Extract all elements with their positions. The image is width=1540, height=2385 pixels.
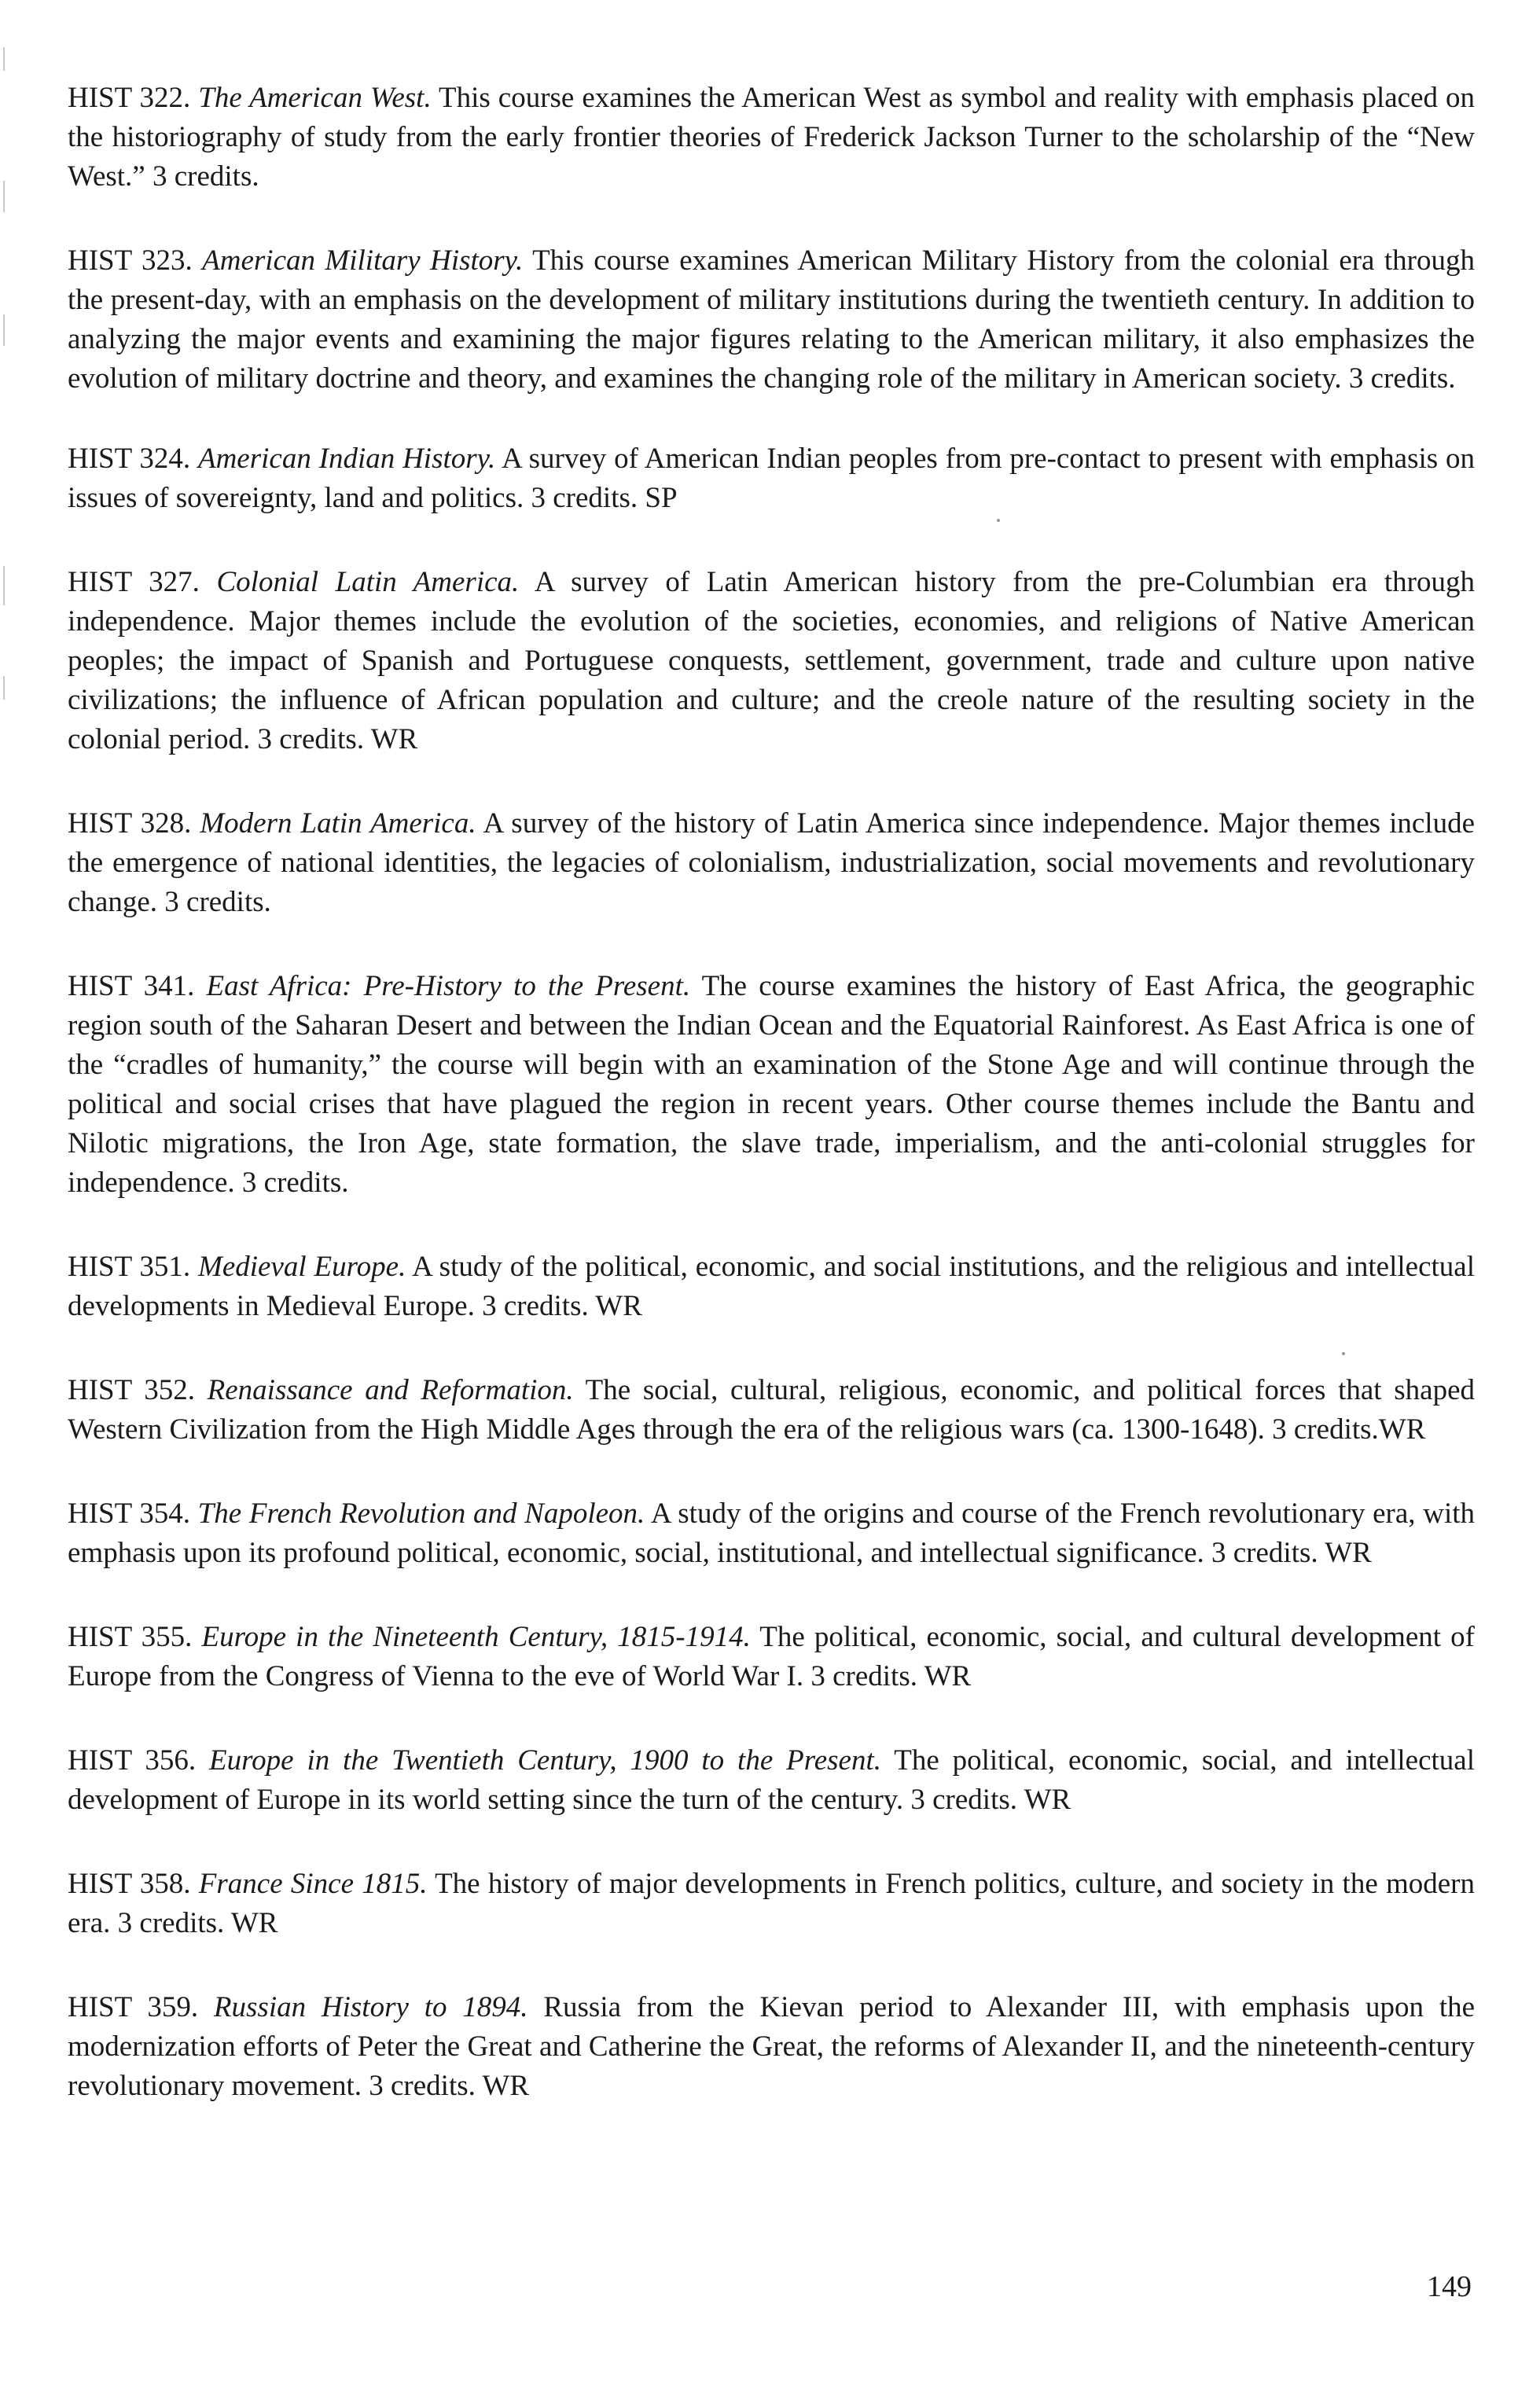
course-entry-hist-327: [68, 563, 1475, 759]
course-description: The political, economic, social, and cultural development of Europe from the Congress of Vienna to the eve of World War I. 3 credits. WR: [68, 1621, 1475, 1692]
course-title: France Since 1815.: [198, 1868, 428, 1900]
course-title: The French Revolution and Napoleon.: [197, 1498, 645, 1530]
course-code: HIST 356.: [68, 1744, 197, 1777]
course-entry-hist-358: [68, 1865, 1475, 1943]
course-code: HIST 351.: [68, 1251, 191, 1283]
course-description: Russia from the Kievan period to Alexander III, with emphasis upon the modernization efforts of Peter the Great and Catherine the Great, the reforms of Alexander II, and the nineteenth-century revolutionary movement. 3 credits. WR: [68, 1991, 1476, 2102]
course-description: This course examines American Military History from the colonial era through the present-day, with an emphasis on the development of military institutions during the twentieth century. In addition to analyzing the major events and examining the major figures relating to the American military, it also emphasizes the evolution of military doctrine and theory, and examines the changing role of the military in American society. 3 credits.: [68, 244, 1475, 395]
course-code: HIST 352.: [68, 1374, 195, 1406]
course-code: HIST 358.: [68, 1868, 191, 1900]
course-entry-hist-356: [68, 1741, 1475, 1820]
page-number: 149: [1427, 2270, 1472, 2303]
course-title: Russian History to 1894.: [213, 1991, 528, 2023]
course-code: HIST 359.: [68, 1991, 199, 2023]
course-title: The American West.: [198, 82, 432, 114]
course-code: HIST 354.: [68, 1498, 190, 1530]
course-entry-hist-352: [68, 1371, 1475, 1450]
course-title: American Military History.: [202, 244, 524, 277]
course-entry-hist-324: [68, 439, 1475, 518]
course-description: The political, economic, social, and intellectual development of Europe in its world setting since the turn of the century. 3 credits. WR: [68, 1744, 1475, 1816]
course-entry-hist-354: [68, 1494, 1475, 1573]
course-description: A study of the origins and course of the French revolutionary era, with emphasis upon its profound political, economic, social, institutional, and intellectual significance. 3 credits. WR: [68, 1498, 1476, 1569]
binding-mark: [3, 566, 5, 605]
course-title: East Africa: Pre-History to the Present.: [206, 970, 691, 1002]
course-title: Modern Latin America.: [200, 807, 476, 840]
course-description: A survey of the history of Latin America since independence. Major themes include the emergence of national identities, the legacies of colonialism, industrialization, social movements and revolutionary change. 3 credits.: [68, 807, 1475, 918]
course-list: [68, 79, 1475, 2151]
course-title: Renaissance and Reformation.: [207, 1374, 574, 1406]
course-entry-hist-323: [68, 241, 1475, 399]
course-description: This course examines the American West as symbol and reality with emphasis placed on the historiography of study from the early frontier theories of Frederick Jackson Turner to the scholarship of the “New West.” 3 credits.: [68, 82, 1475, 193]
course-title: American Indian History.: [197, 443, 496, 475]
course-title: Europe in the Nineteenth Century, 1815-1914.: [201, 1621, 751, 1653]
course-description: The course examines the history of East Africa, the geographic region south of the Saharan Desert and between the Indian Ocean and the Equatorial Rainforest. As East Africa is one of the “cradles of humanity,” the course will begin with an examination of the Stone Age and will continue through the political and social crises that have plagued the region in recent years. Other course themes include the Bantu and Nilotic migrations, the Iron Age, state formation, the slave trade, imperialism, and the anti-colonial struggles for independence. 3 credits.: [68, 970, 1475, 1199]
course-entry-hist-328: [68, 804, 1475, 922]
course-code: HIST 355.: [68, 1621, 193, 1653]
course-entry-hist-322: [68, 79, 1475, 197]
course-description: The history of major developments in French politics, culture, and society in the modern era. 3 credits. WR: [68, 1868, 1476, 1939]
course-description: A survey of Latin American history from the pre-Columbian era through independence. Major themes include the evolution of the societies, economies, and religions of Native American peoples; the impact of Spanish and Portuguese conquests, settlement, government, trade and culture upon native civilizations; the influence of African population and culture; and the creole nature of the resulting society in the colonial period. 3 credits. WR: [68, 566, 1475, 755]
course-title: Colonial Latin America.: [216, 566, 520, 598]
course-code: HIST 341.: [68, 970, 195, 1002]
course-code: HIST 324.: [68, 443, 191, 475]
course-code: HIST 323.: [68, 244, 193, 277]
course-code: HIST 322.: [68, 82, 191, 114]
course-description: The social, cultural, religious, economic, and political forces that shaped Western Civilization from the High Middle Ages through the era of the religious wars (ca. 1300-1648). 3 credits.WR: [68, 1374, 1475, 1446]
course-entry-hist-359: [68, 1988, 1475, 2106]
course-entry-hist-351: [68, 1248, 1475, 1326]
course-entry-hist-355: [68, 1618, 1475, 1696]
course-code: HIST 328.: [68, 807, 192, 840]
binding-mark: [3, 676, 5, 700]
course-code: HIST 327.: [68, 566, 200, 598]
binding-mark: [3, 314, 5, 346]
binding-mark: [3, 47, 5, 71]
course-entry-hist-341: [68, 967, 1475, 1203]
course-title: Medieval Europe.: [198, 1251, 406, 1283]
course-title: Europe in the Twentieth Century, 1900 to the Present.: [209, 1744, 882, 1777]
course-description: A study of the political, economic, and social institutions, and the religious and intellectual developments in Medieval Europe. 3 credits. WR: [68, 1251, 1475, 1322]
binding-mark: [3, 181, 5, 212]
course-description: A survey of American Indian peoples from pre-contact to present with emphasis on issues of sovereignty, land and politics. 3 credits. SP: [68, 443, 1476, 514]
